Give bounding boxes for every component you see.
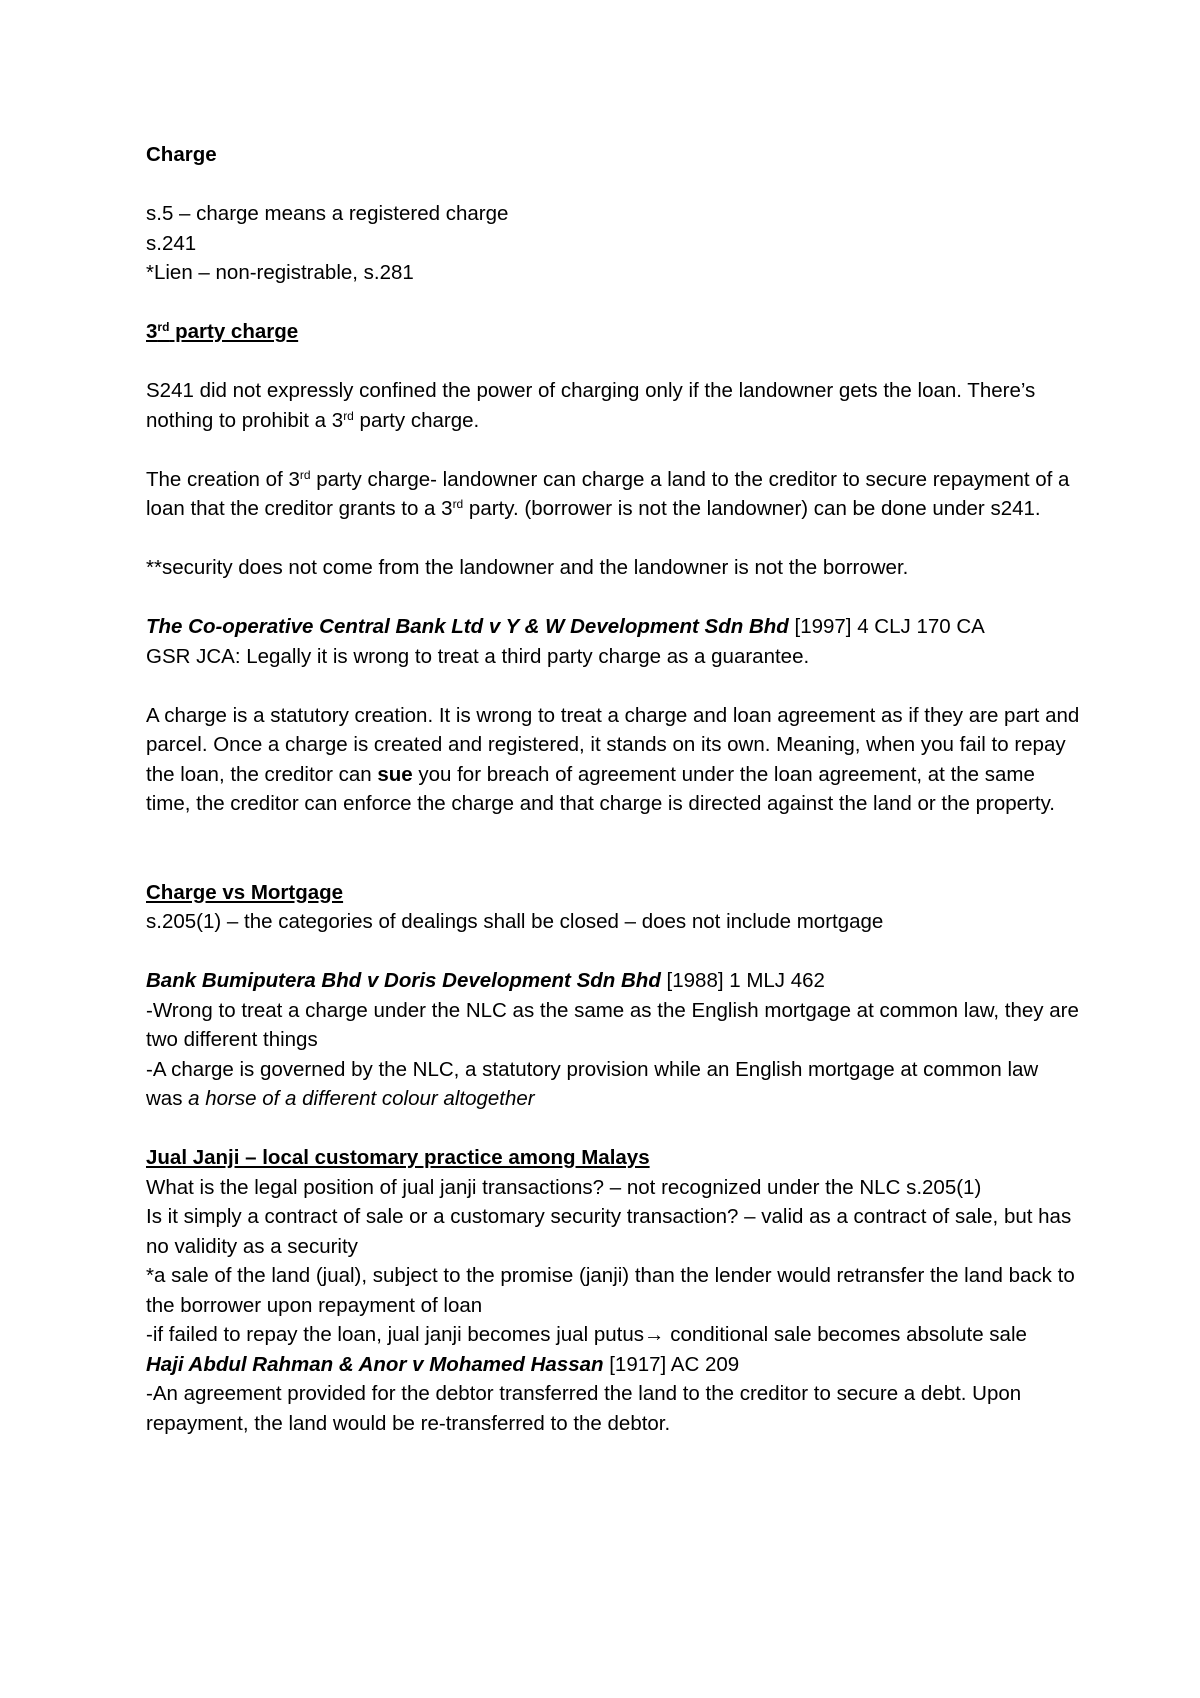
case-name: Haji Abdul Rahman & Anor v Mohamed Hassan	[146, 1352, 604, 1376]
case-citation	[146, 612, 1080, 642]
arrow-right-icon: →	[644, 1323, 665, 1346]
jual-janji-line: What is the legal position of jual janji transactions? – not recognized under the NLC s.205(1)	[146, 1175, 982, 1199]
jual-janji-line: -if failed to repay the loan, jual janji becomes jual putus→ conditional sale becomes absolute sale	[146, 1323, 1027, 1346]
case-citation	[146, 1350, 1080, 1380]
mortgage-line: s.205(1) – the categories of dealings shall be closed – does not include mortgage	[146, 910, 884, 933]
security-note: **security does not come from the landowner and the landowner is not the borrower.	[146, 556, 909, 579]
case-point: -Wrong to treat a charge under the NLC as the same as the English mortgage at common law, they are two different things	[146, 998, 1079, 1051]
case-citation	[146, 966, 1080, 996]
page-title: Charge	[146, 143, 217, 166]
case-reference: [1917] AC 209	[603, 1352, 740, 1376]
definition-line: s.5 – charge means a registered charge	[146, 202, 509, 225]
jual-janji-heading: Jual Janji – local customary practice among Malays	[146, 1146, 650, 1169]
lien-note: *Lien – non-registrable, s.281	[146, 261, 414, 284]
jual-janji-line: Is it simply a contract of sale or a customary security transaction? – valid as a contract of sale, but has no validity as a security	[146, 1205, 1072, 1258]
case-name: The Co-operative Central Bank Ltd v Y & W Development Sdn Bhd	[146, 615, 789, 638]
section-reference: s.241	[146, 231, 197, 255]
paragraph-creation: The creation of 3rd party charge- landowner can charge a land to the creditor to secure repayment of a loan that the creditor grants to a 3rd party. (borrower is not the landowner) can be done under s241.	[146, 467, 1070, 520]
case-point: -A charge is governed by the NLC, a statutory provision while an English mortgage at common law was a horse of a different colour altogether	[146, 1057, 1039, 1110]
case-note: -An agreement provided for the debtor transferred the land to the creditor to secure a debt. Upon repayment, the land would be re-transferred to the debtor.	[146, 1382, 1022, 1435]
case-reference: [1988] 1 MLJ 462	[660, 969, 825, 992]
paragraph-s241: S241 did not expressly confined the power of charging only if the landowner gets the loan. There’s nothing to prohibit a 3rd party charge.	[146, 379, 1036, 432]
paragraph-statutory: A charge is a statutory creation. It is wrong to treat a charge and loan agreement as if they are part and parcel. Once a charge is created and registered, it stands on its own. Meaning, when you fail to repay the loan, the creditor can sue you for breach of agreement under the loan agreement, at the same time, the creditor can enforce the charge and that charge is directed against the land or the property.	[146, 703, 1080, 815]
third-party-heading: 3rd party charge	[146, 320, 299, 343]
case-name: Bank Bumiputera Bhd v Doris Development Sdn Bhd	[146, 969, 661, 992]
case-reference: [1997] 4 CLJ 170 CA	[788, 615, 985, 638]
case-note: GSR JCA: Legally it is wrong to treat a third party charge as a guarantee.	[146, 644, 810, 668]
jual-janji-line: *a sale of the land (jual), subject to the promise (janji) than the lender would retransfer the land back to the borrower upon repayment of loan	[146, 1264, 1075, 1317]
mortgage-heading: Charge vs Mortgage	[146, 880, 344, 904]
